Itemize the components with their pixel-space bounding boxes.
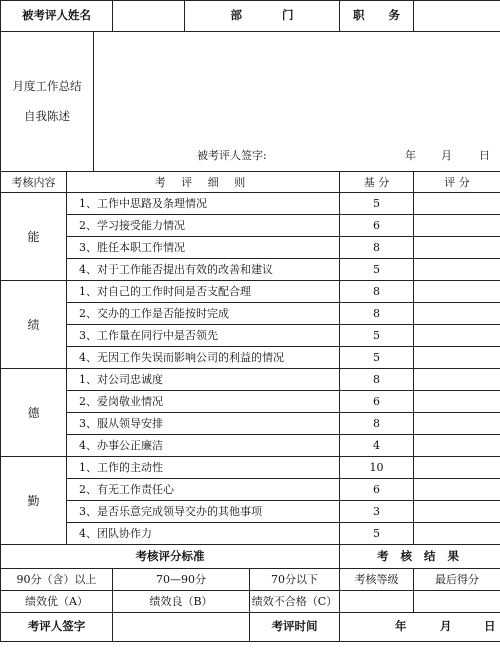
criterion-item: 2、爱岗敬业情况 — [67, 391, 340, 413]
criterion-item: 1、对自己的工作时间是否支配合理 — [67, 281, 340, 303]
content-column-header: 考核内容 — [1, 172, 67, 193]
score-field[interactable] — [414, 523, 500, 545]
base-score: 8 — [340, 237, 414, 259]
evaluatee-name-label: 被考评人姓名 — [1, 1, 113, 32]
criterion-item: 2、学习接受能力情况 — [67, 215, 340, 237]
score-field[interactable] — [414, 457, 500, 479]
base-score: 8 — [340, 369, 414, 391]
evaluation-date-field[interactable] — [340, 613, 500, 642]
score-field[interactable] — [414, 281, 500, 303]
range-fail: 70分以下 — [250, 569, 340, 591]
score-field[interactable] — [414, 259, 500, 281]
monthly-summary-label: 月度工作总结 — [12, 79, 82, 93]
summary-year-label: 年 — [405, 149, 416, 162]
base-score: 3 — [340, 501, 414, 523]
criterion-item: 2、交办的工作是否能按时完成 — [67, 303, 340, 325]
position-label: 职 务 — [340, 1, 414, 32]
base-score: 8 — [340, 303, 414, 325]
category-ability: 能 — [1, 193, 67, 281]
base-score: 5 — [340, 193, 414, 215]
base-score: 8 — [340, 413, 414, 435]
monthly-summary-section — [1, 32, 500, 172]
criterion-item: 4、团队协作力 — [67, 523, 340, 545]
final-score-field[interactable] — [414, 591, 500, 613]
score-field[interactable] — [414, 237, 500, 259]
range-good: 70—90分 — [113, 569, 250, 591]
criterion-item: 4、对于工作能否提出有效的改善和建议 — [67, 259, 340, 281]
department-label: 部 门 — [185, 1, 340, 32]
evaluation-level-label: 考核等级 — [340, 569, 414, 591]
criterion-item: 3、是否乐意完成领导交办的其他事项 — [67, 501, 340, 523]
score-field[interactable] — [414, 193, 500, 215]
evaluatee-name-field[interactable] — [113, 1, 185, 32]
evaluation-level-field[interactable] — [340, 591, 414, 613]
score-field[interactable] — [414, 347, 500, 369]
criterion-item: 4、无因工作失误而影响公司的利益的情况 — [67, 347, 340, 369]
base-score: 8 — [340, 281, 414, 303]
category-diligence: 勤 — [1, 457, 67, 545]
criterion-item: 4、办事公正廉洁 — [67, 435, 340, 457]
criterion-item: 1、对公司忠诚度 — [67, 369, 340, 391]
base-score: 10 — [340, 457, 414, 479]
base-score: 6 — [340, 391, 414, 413]
criterion-item: 2、有无工作责任心 — [67, 479, 340, 501]
evaluatee-signature-label: 被考评人签字: — [197, 149, 267, 162]
score-field[interactable] — [414, 413, 500, 435]
criterion-item: 1、工作的主动性 — [67, 457, 340, 479]
summary-month-label: 月 — [441, 149, 452, 162]
score-field[interactable] — [414, 325, 500, 347]
score-field[interactable] — [414, 479, 500, 501]
evaluation-time-label: 考评时间 — [250, 613, 340, 642]
category-morality: 德 — [1, 369, 67, 457]
evaluation-result-title: 考 核 结 果 — [340, 545, 500, 569]
footer-year-label: 年 — [395, 619, 407, 633]
criterion-item: 3、胜任本职工作情况 — [67, 237, 340, 259]
score-field[interactable] — [414, 303, 500, 325]
evaluator-signature-field[interactable] — [113, 613, 250, 642]
details-column-header: 考 评 细 则 — [67, 172, 340, 193]
score-column-header: 评 分 — [414, 172, 500, 193]
grade-fail: 绩效不合格（C） — [250, 591, 340, 613]
base-score: 4 — [340, 435, 414, 457]
criterion-item: 3、工作量在同行中是否领先 — [67, 325, 340, 347]
evaluator-signature-label: 考评人签字 — [1, 613, 113, 642]
base-score: 5 — [340, 325, 414, 347]
criterion-item: 1、工作中思路及条理情况 — [67, 193, 340, 215]
score-field[interactable] — [414, 215, 500, 237]
range-excellent: 90分（含）以上 — [1, 569, 113, 591]
score-field[interactable] — [414, 501, 500, 523]
position-field[interactable] — [414, 1, 500, 32]
base-score: 5 — [340, 523, 414, 545]
summary-text-area[interactable] — [94, 32, 499, 142]
grade-good: 绩效良（B） — [113, 591, 250, 613]
base-score: 5 — [340, 347, 414, 369]
base-score: 5 — [340, 259, 414, 281]
criterion-item: 3、服从领导安排 — [67, 413, 340, 435]
base-score-column-header: 基 分 — [340, 172, 414, 193]
scoring-standard-title: 考核评分标准 — [1, 545, 340, 569]
footer-day-label: 日 — [484, 619, 496, 633]
category-performance: 绩 — [1, 281, 67, 369]
score-field[interactable] — [414, 391, 500, 413]
base-score: 6 — [340, 479, 414, 501]
summary-day-label: 日 — [479, 149, 490, 162]
score-field[interactable] — [414, 369, 500, 391]
footer-month-label: 月 — [440, 619, 452, 633]
grade-excellent: 绩效优（A） — [1, 591, 113, 613]
final-score-label: 最后得分 — [414, 569, 500, 591]
score-field[interactable] — [414, 435, 500, 457]
self-statement-label: 自我陈述 — [24, 109, 70, 123]
base-score: 6 — [340, 215, 414, 237]
